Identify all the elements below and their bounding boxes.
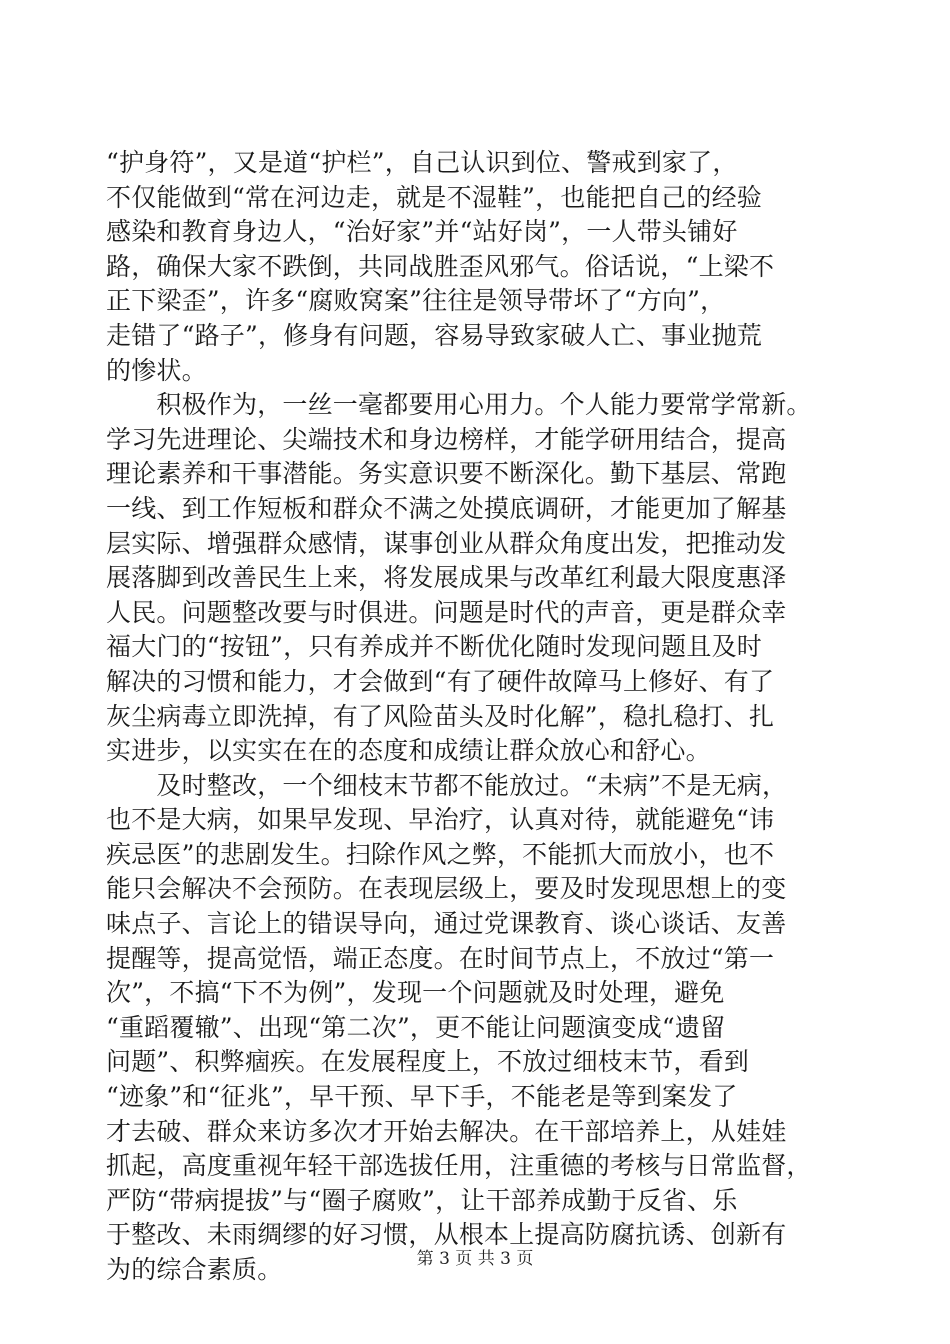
text-line: 一线、到工作短板和群众不满之处摸底调研，才能更加了解基 [106,493,787,523]
text-line: 走错了“路子”，修身有问题，容易导致家破人亡、事业抛荒 [106,320,762,350]
text-line: “护身符”，又是道“护栏”，自己认识到位、警戒到家了， [106,148,738,177]
text-line: 实进步，以实实在在的态度和成绩让群众放心和舒心。 [106,736,711,766]
text-line: 学习先进理论、尖端技术和身边榜样，才能学研用结合，提高 [106,424,787,454]
text-line: 才去破、群众来访多次才开始去解决。在干部培养上，从娃娃 [106,1116,787,1146]
page-number-footer: 第 3 页 共 3 页 [416,1249,534,1269]
text-line: 能只会解决不会预防。在表现层级上，要及时发现思想上的变 [106,874,787,904]
text-line: 灰尘病毒立即洗掉，有了风险苗头及时化解”，稳扎稳打、扎 [106,701,775,731]
text-line: “重蹈覆辙”、出现“第二次”，更不能让问题演变成“遗留 [106,1012,726,1042]
text-line: 及时整改，一个细枝末节都不能放过。“未病”不是无病， [106,770,788,800]
text-line: 层实际、增强群众感情，谋事创业从群众角度出发，把推动发 [106,528,787,558]
text-line: 也不是大病，如果早发现、早治疗，认真对待，就能避免“讳 [106,805,775,835]
body-text [106,146,846,1288]
text-line: 抓起，高度重视年轻干部选拔任用，注重德的考核与日常监督， [106,1151,812,1181]
text-line: 解决的习惯和能力，才会做到“有了硬件故障马上修好、有了 [106,666,775,696]
text-line: 为的综合素质。 [106,1255,283,1284]
text-line: 提醒等，提高觉悟，端正态度。在时间节点上，不放过“第一 [106,943,775,973]
text-line: “迹象”和“征兆”，早干预、早下手，不能老是等到案发了 [106,1082,738,1112]
text-line: 理论素养和干事潜能。务实意识要不断深化。勤下基层、常跑 [106,459,787,489]
text-line: 疾忌医”的悲剧发生。扫除作风之弊，不能抓大而放小，也不 [106,839,775,869]
text-line: 于整改、未雨绸缪的好习惯，从根本上提高防腐抗诱、创新有 [106,1220,787,1250]
text-line: 正下梁歪”，许多“腐败窝案”往往是领导带坏了“方向”， [106,286,726,316]
text-line: 人民。问题整改要与时俱进。问题是时代的声音，更是群众幸 [106,597,787,627]
text-line: 味点子、言论上的错误导向，通过党课教育、谈心谈话、友善 [106,909,787,939]
text-line: 感染和教育身边人，“治好家”并“站好岗”，一人带头铺好 [106,217,738,247]
text-line: 福大门的“按钮”，只有养成并不断优化随时发现问题且及时 [106,632,762,662]
text-line: 严防“带病提拔”与“圈子腐败”，让干部养成勤于反省、乐 [106,1185,738,1215]
text-line: 问题”、积弊痼疾。在发展程度上，不放过细枝末节，看到 [106,1047,749,1077]
text-line: 路，确保大家不跌倒，共同战胜歪风邪气。俗话说，“上梁不 [106,251,775,281]
text-line: 次”，不搞“下不为例”，发现一个问题就及时处理，避免 [106,978,725,1008]
text-line: 展落脚到改善民生上来，将发展成果与改革红利最大限度惠泽 [106,563,787,593]
text-line: 的惨状。 [106,355,207,385]
text-line: 积极作为，一丝一毫都要用心用力。个人能力要常学常新。 [106,390,812,420]
text-line: 不仅能做到“常在河边走，就是不湿鞋”，也能把自己的经验 [106,182,762,212]
